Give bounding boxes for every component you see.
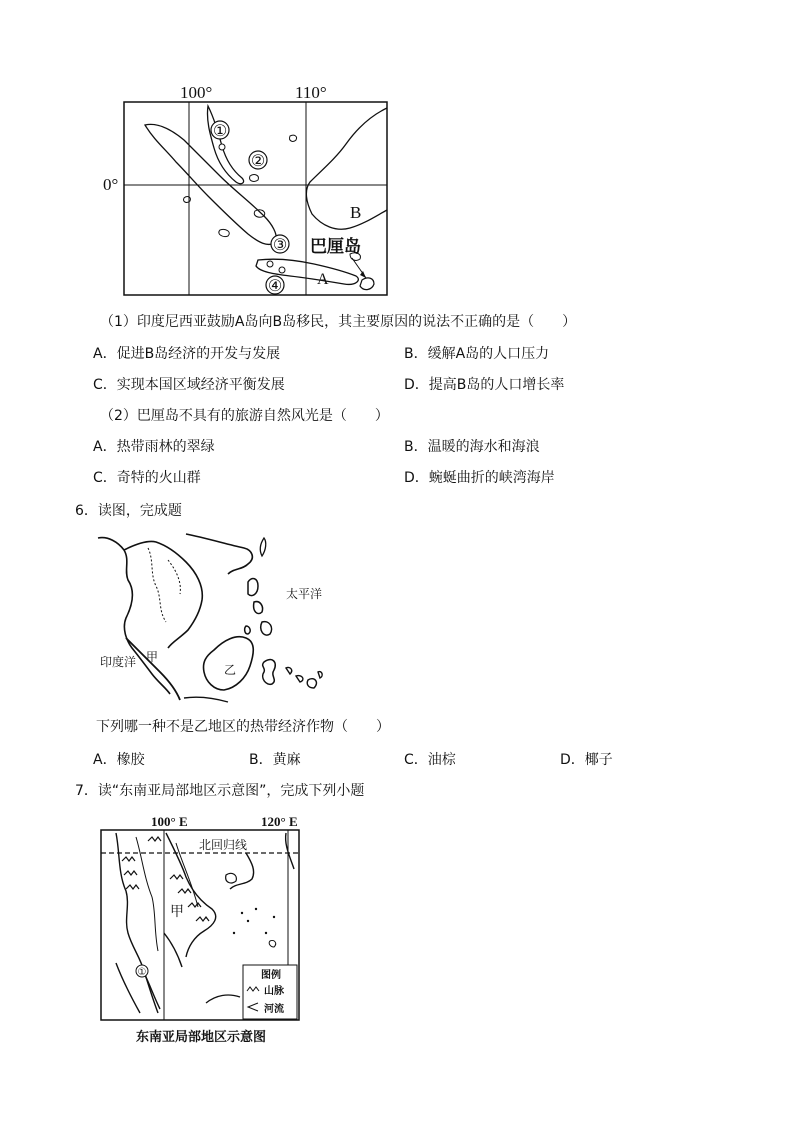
- svg-text:①: ①: [137, 967, 147, 978]
- city-dot: [267, 261, 273, 267]
- q7-title: 7．读“东南亚局部地区示意图”，完成下列小题: [75, 783, 365, 799]
- island-dot: [255, 908, 257, 910]
- legend-mountain-label: 山脉: [264, 986, 284, 997]
- svg-text:③: ③: [272, 235, 288, 254]
- island-dot: [233, 932, 235, 934]
- lat-label-0: 0°: [103, 175, 119, 194]
- q5-sub2-option-b[interactable]: B．温暖的海水和海浪: [404, 439, 540, 455]
- map-caption: 东南亚局部地区示意图: [136, 1030, 267, 1045]
- svg-text:②: ②: [250, 151, 266, 170]
- java-island: [184, 697, 228, 702]
- svg-text:④: ④: [267, 276, 283, 295]
- lon-label-120e: 120° E: [261, 814, 298, 829]
- eastern-islands: [286, 667, 322, 688]
- east-coast: [286, 833, 294, 869]
- inner-border: [148, 548, 180, 622]
- marker-1: [136, 965, 148, 978]
- q5-sub1-option-c[interactable]: C．实现本国区域经济平衡发展: [93, 377, 285, 393]
- q5-sub2-option-a[interactable]: A．热带雨林的翠绿: [93, 439, 215, 455]
- bali-island: [360, 278, 374, 290]
- marker-3: [271, 235, 289, 254]
- q6-stem: 下列哪一种不是乙地区的热带经济作物（ ）: [96, 719, 390, 735]
- borneo-island: [306, 108, 387, 229]
- map-southeast-asia: [96, 530, 346, 705]
- lon-label-100: 100°: [180, 83, 213, 102]
- label-b: B: [350, 203, 362, 222]
- island-dot: [241, 912, 243, 914]
- islet: [269, 940, 275, 947]
- legend-river-label: 河流: [264, 1004, 284, 1015]
- q6-option-d[interactable]: D．椰子: [560, 752, 613, 768]
- sumatra-island: [145, 124, 276, 244]
- marker-4: [266, 276, 284, 295]
- island-dot: [273, 916, 275, 918]
- lon-label-110: 110°: [295, 83, 327, 102]
- malay-peninsula: [207, 106, 243, 184]
- q6-title: 6．读图，完成题: [75, 503, 182, 519]
- label-bali: 巴厘岛: [310, 237, 361, 257]
- label-indian-ocean: 印度洋: [100, 655, 137, 669]
- bali-arrow-head: [360, 271, 366, 278]
- borneo-coast: [206, 995, 240, 1003]
- river: [136, 837, 158, 951]
- island-dot: [247, 920, 249, 922]
- label-yi: 乙: [224, 663, 237, 677]
- philippines-islands: [245, 579, 272, 636]
- city-dot: [219, 144, 225, 150]
- q6-option-a[interactable]: A．橡胶: [93, 752, 145, 768]
- taiwan-island: [260, 538, 265, 556]
- indochina-coast: [98, 538, 202, 694]
- label-jia: 甲: [170, 904, 184, 920]
- hainan-island: [226, 873, 237, 883]
- legend-title: 图例: [261, 970, 281, 981]
- q5-sub1-option-a[interactable]: A．促进B岛经济的开发与发展: [93, 346, 281, 362]
- q5-sub1-option-b[interactable]: B．缓解A岛的人口压力: [404, 346, 550, 362]
- islet: [250, 175, 259, 182]
- label-a: A: [317, 271, 329, 288]
- sulawesi-island: [263, 660, 276, 685]
- svg-text:①: ①: [212, 121, 228, 140]
- q6-option-c[interactable]: C．油棕: [404, 752, 456, 768]
- map-southeast-asia-regional: [96, 813, 311, 1048]
- lon-label-100e: 100° E: [151, 814, 188, 829]
- city-dot: [279, 267, 285, 273]
- label-jia: 甲: [146, 650, 159, 664]
- island-dot: [265, 932, 267, 934]
- label-pacific: 太平洋: [286, 587, 323, 601]
- q5-sub2-option-c[interactable]: C．奇特的火山群: [93, 470, 201, 486]
- q5-sub2-stem: （2）巴厘岛不具有的旅游自然风光是（ ）: [100, 408, 389, 424]
- label-tropic-of-cancer: 北回归线: [199, 838, 248, 852]
- islet: [219, 229, 229, 236]
- marker-2: [249, 151, 267, 170]
- islet: [290, 135, 297, 141]
- q5-sub2-option-d[interactable]: D．蜿蜒曲折的峡湾海岸: [404, 470, 555, 486]
- q6-option-b[interactable]: B．黄麻: [249, 752, 301, 768]
- china-coast: [186, 534, 252, 574]
- map-indonesia: [100, 78, 400, 298]
- mountain-range: [122, 837, 209, 921]
- marker-1: [211, 121, 229, 140]
- mainland-coast: [116, 833, 216, 1013]
- sumatra-island: [126, 638, 180, 700]
- q5-sub1-option-d[interactable]: D．提高B岛的人口增长率: [404, 377, 565, 393]
- q5-sub1-stem: （1）印度尼西亚鼓励A岛向B岛移民，其主要原因的说法不正确的是（ ）: [100, 314, 577, 330]
